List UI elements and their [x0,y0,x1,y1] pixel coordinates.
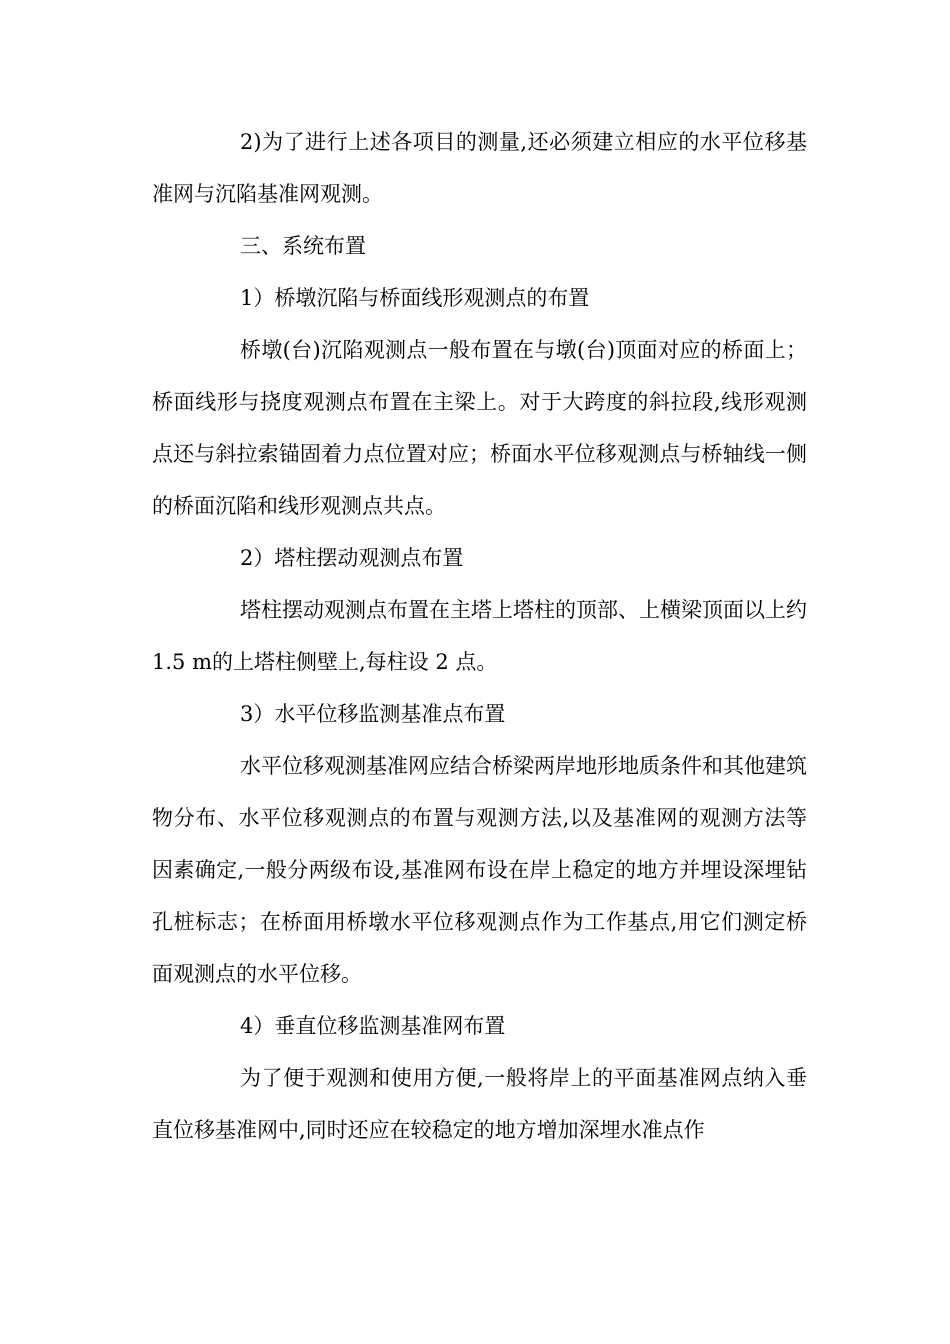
document-body [152,116,807,1156]
subheading-pier-settlement: 1）桥墩沉陷与桥面线形观测点的布置 [240,286,590,310]
subheading-tower-swing: 2）塔柱摆动观测点布置 [240,546,464,570]
paragraph-leveling-network: 2)为了进行上述各项目的测量,还必须建立相应的水平位移基准网与沉陷基准网观测。 [152,130,807,206]
paragraph-tower-swing: 塔柱摆动观测点布置在主塔上塔柱的顶部、上横梁顶面以上约 1.5 m的上塔柱侧壁上,每柱设 2 点。 [152,598,807,674]
subheading-horizontal-benchmark: 3）水平位移监测基准点布置 [240,702,506,726]
paragraph-vertical-benchmark: 为了便于观测和使用方便,一般将岸上的平面基准网点纳入垂直位移基准网中,同时还应在较稳定的地方增加深埋水准点作 [152,1066,807,1142]
subheading-vertical-benchmark: 4）垂直位移监测基准网布置 [240,1014,506,1038]
paragraph-pier-settlement: 桥墩(台)沉陷观测点一般布置在与墩(台)顶面对应的桥面上；桥面线形与挠度观测点布置在主梁上。对于大跨度的斜拉段,线形观测点还与斜拉索锚固着力点位置对应；桥面水平位移观测点与桥轴线一侧的桥面沉陷和线形观测点共点。 [152,338,807,518]
section-heading-system-layout: 三、系统布置 [240,234,366,258]
paragraph-horizontal-benchmark: 水平位移观测基准网应结合桥梁两岸地形地质条件和其他建筑物分布、水平位移观测点的布置与观测方法,以及基准网的观测方法等因素确定,一般分两级布设,基准网布设在岸上稳定的地方并埋设深埋钻孔桩标志；在桥面用桥墩水平位移观测点作为工作基点,用它们测定桥面观测点的水平位移。 [152,754,807,986]
